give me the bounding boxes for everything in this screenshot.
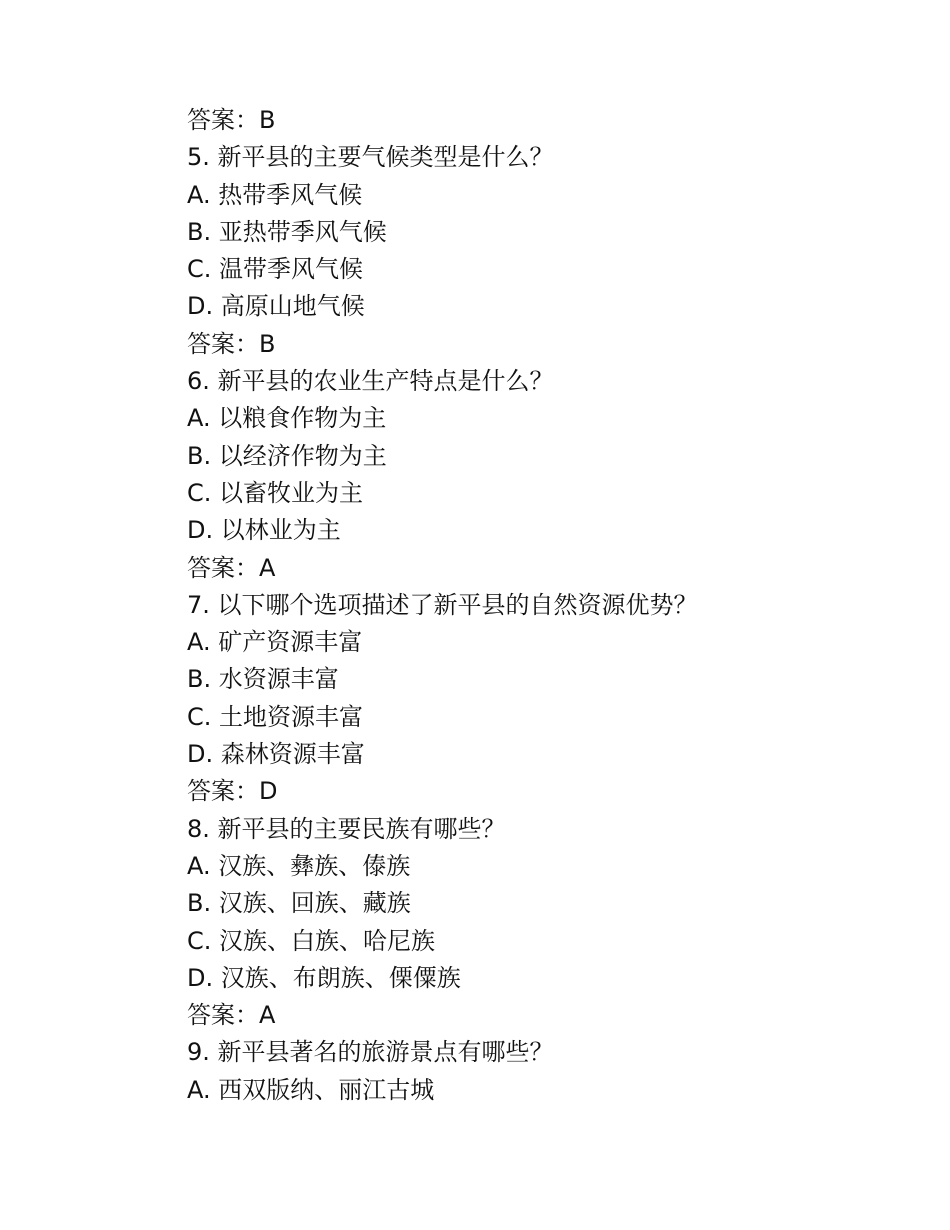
option-b: B. 亚热带季风气候 (187, 217, 387, 246)
answer-line: 答案：B (187, 329, 276, 358)
option-b: B. 以经济作物为主 (187, 441, 387, 470)
question-8: 8. 新平县的主要民族有哪些？ (187, 814, 506, 843)
option-c: C. 温带季风气候 (187, 255, 364, 284)
option-b: B. 汉族、回族、藏族 (187, 889, 411, 918)
option-d: D. 高原山地气候 (187, 292, 365, 321)
question-6: 6. 新平县的农业生产特点是什么？ (187, 367, 554, 396)
question-9: 9. 新平县著名的旅游景点有哪些？ (187, 1038, 554, 1067)
option-a: A. 汉族、彝族、傣族 (187, 851, 411, 880)
option-d: D. 森林资源丰富 (187, 740, 365, 769)
quiz-content (187, 102, 887, 1109)
question-5: 5. 新平县的主要气候类型是什么？ (187, 143, 554, 172)
option-a: A. 以粮食作物为主 (187, 404, 387, 433)
option-c: C. 土地资源丰富 (187, 702, 364, 731)
option-d: D. 汉族、布朗族、傈僳族 (187, 963, 461, 992)
option-a: A. 热带季风气候 (187, 180, 363, 209)
option-a: A. 西双版纳、丽江古城 (187, 1075, 435, 1104)
answer-line: 答案：A (187, 1001, 276, 1030)
option-c: C. 以畜牧业为主 (187, 478, 364, 507)
question-7: 7. 以下哪个选项描述了新平县的自然资源优势？ (187, 590, 698, 619)
answer-line: 答案：D (187, 777, 278, 806)
option-b: B. 水资源丰富 (187, 665, 339, 694)
answer-line: 答案：B (187, 106, 276, 134)
option-d: D. 以林业为主 (187, 516, 341, 545)
option-a: A. 矿产资源丰富 (187, 628, 363, 657)
answer-line: 答案：A (187, 553, 276, 582)
option-c: C. 汉族、白族、哈尼族 (187, 926, 436, 955)
